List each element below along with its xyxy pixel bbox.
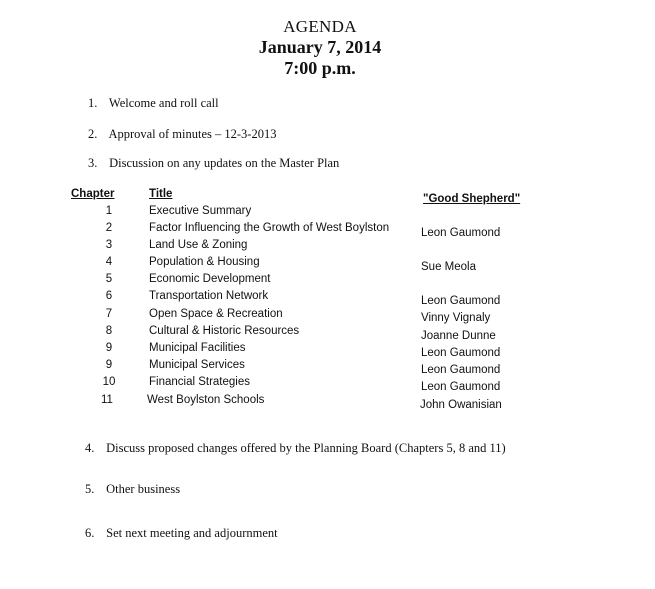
agenda-item-text: Welcome and roll call bbox=[108, 96, 219, 110]
agenda-item-text: Discuss proposed changes offered by the Planning Board (Chapters 5, 8 and 11) bbox=[106, 441, 506, 455]
chapter-number: 5 bbox=[105, 273, 113, 285]
chapter-title: Population & Housing bbox=[149, 256, 260, 268]
agenda-item-3 bbox=[88, 156, 339, 171]
chapter-number: 9 bbox=[105, 359, 113, 371]
agenda-item-6 bbox=[85, 526, 278, 541]
chapter-number: 6 bbox=[105, 290, 113, 302]
chapter-shepherd: Leon Gaumond bbox=[421, 347, 501, 359]
chapter-number: 9 bbox=[105, 342, 113, 354]
chapter-shepherd: John Owanisian bbox=[420, 399, 502, 411]
chapter-shepherd: Vinny Vignaly bbox=[421, 312, 491, 324]
agenda-item-number: 6. bbox=[85, 526, 95, 540]
chapter-number: 10 bbox=[102, 376, 116, 388]
chapter-number: 2 bbox=[105, 222, 113, 234]
chapter-number: 1 bbox=[105, 205, 113, 217]
chapter-number: 8 bbox=[105, 325, 113, 337]
chapter-number: 3 bbox=[105, 239, 113, 251]
chapter-number: 7 bbox=[105, 308, 113, 320]
chapter-title: Transportation Network bbox=[149, 290, 269, 302]
chapter-shepherd: Leon Gaumond bbox=[421, 227, 501, 239]
chapter-shepherd: Sue Meola bbox=[421, 261, 476, 273]
chapter-shepherd: Leon Gaumond bbox=[421, 364, 501, 376]
chapter-title: Executive Summary bbox=[149, 205, 252, 217]
agenda-item-number: 3. bbox=[88, 156, 98, 170]
agenda-item-text: Approval of minutes – 12-3-2013 bbox=[108, 127, 277, 141]
agenda-item-number: 2. bbox=[88, 127, 98, 141]
chapter-title: Economic Development bbox=[149, 273, 271, 285]
agenda-item-number: 4. bbox=[85, 441, 95, 455]
column-header-title: Title bbox=[149, 188, 173, 200]
agenda-item-text: Set next meeting and adjournment bbox=[106, 526, 278, 540]
chapter-title: Municipal Services bbox=[149, 359, 245, 371]
agenda-item-text: Discussion on any updates on the Master Plan bbox=[109, 156, 340, 170]
agenda-item-text: Other business bbox=[106, 482, 181, 496]
chapter-number: 4 bbox=[105, 256, 113, 268]
chapter-title: Municipal Facilities bbox=[149, 342, 246, 354]
chapter-shepherd: Leon Gaumond bbox=[421, 295, 501, 307]
meeting-time: 7:00 p.m. bbox=[284, 58, 356, 78]
agenda-item-5 bbox=[85, 482, 180, 497]
chapter-title: Land Use & Zoning bbox=[149, 239, 248, 251]
agenda-item-number: 5. bbox=[85, 482, 95, 496]
meeting-date: January 7, 2014 bbox=[258, 37, 382, 57]
chapter-title: Financial Strategies bbox=[149, 376, 250, 388]
agenda-item-number: 1. bbox=[88, 96, 98, 110]
agenda-item-1 bbox=[88, 96, 219, 111]
chapter-title: Open Space & Recreation bbox=[149, 308, 283, 320]
column-header-good-shepherd: "Good Shepherd" bbox=[423, 193, 521, 205]
chapter-shepherd: Joanne Dunne bbox=[421, 330, 496, 342]
chapter-title: Factor Influencing the Growth of West Boylston bbox=[149, 222, 390, 234]
chapter-shepherd: Leon Gaumond bbox=[421, 381, 501, 393]
agenda-item-4 bbox=[85, 441, 506, 456]
chapter-title: West Boylston Schools bbox=[147, 394, 265, 406]
column-header-chapter: Chapter bbox=[71, 188, 115, 200]
chapter-title: Cultural & Historic Resources bbox=[149, 325, 300, 337]
chapter-number: 11 bbox=[101, 394, 113, 406]
page-title: AGENDA bbox=[283, 17, 357, 36]
agenda-item-2 bbox=[88, 127, 276, 142]
